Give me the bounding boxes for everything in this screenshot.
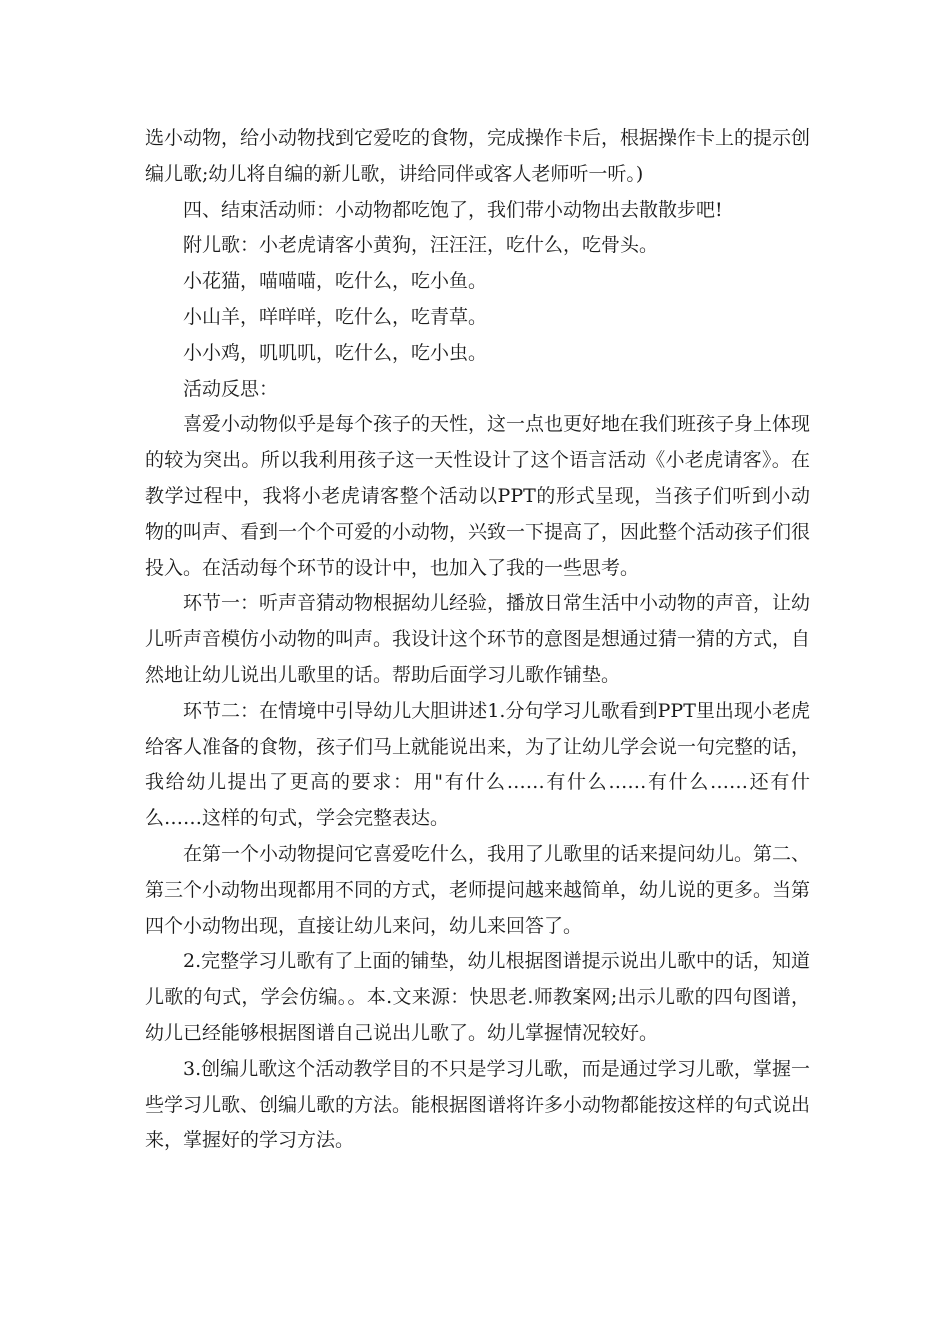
- paragraph-activity-end: 四、结束活动师：小动物都吃饱了，我们带小动物出去散散步吧!: [183, 198, 723, 221]
- paragraph-rhyme-line-3: 小山羊，咩咩咩，吃什么，吃青草。: [183, 305, 488, 328]
- paragraph-questioning: 在第一个小动物提问它喜爱吃什么，我用了儿歌里的话来提问幼儿。第二、第三个小动物出现都用不同的方式，老师提问越来越简单，幼儿说的更多。当第四个小动物出现，直接让幼儿来问，幼儿来回答了。: [145, 842, 811, 937]
- paragraph-step-two: 环节二：在情境中引导幼儿大胆讲述1.分句学习儿歌看到PPT里出现小老虎给客人准备的食物，孩子们马上就能说出来，为了让幼儿学会说一句完整的话，我给幼儿提出了更高的要求：用"有什么……有什么……有什么……还有什么……这样的句式，学会完整表达。: [145, 699, 811, 830]
- document-body: [145, 121, 810, 1159]
- paragraph-rhyme-line-4: 小小鸡，叽叽叽，吃什么，吃小虫。: [183, 341, 488, 364]
- paragraph-continuation: 选小动物，给小动物找到它爱吃的食物，完成操作卡后，根据操作卡上的提示创编儿歌;幼儿将自编的新儿歌，讲给同伴或客人老师听一听。): [145, 127, 811, 185]
- paragraph-step-one: 环节一：听声音猜动物根据幼儿经验，播放日常生活中小动物的声音，让幼儿听声音模仿小动物的叫声。我设计这个环节的意图是想通过猜一猜的方式，自然地让幼儿说出儿歌里的话。帮助后面学习儿歌作铺垫。: [145, 592, 811, 686]
- paragraph-full-learning: 2.完整学习儿歌有了上面的铺垫，幼儿根据图谱提示说出儿歌中的话，知道儿歌的句式，学会仿编。。本.文来源：快思老.师教案网;出示儿歌的四句图谱，幼儿已经能够根据图谱自己说出儿歌了。幼儿掌握情况较好。: [145, 950, 810, 1044]
- paragraph-creative-rhyme: 3.创编儿歌这个活动教学目的不只是学习儿歌，而是通过学习儿歌，掌握一些学习儿歌、创编儿歌的方法。能根据图谱将许多小动物都能按这样的句式说出来，掌握好的学习方法。: [145, 1057, 811, 1152]
- paragraph-reflection-intro: 喜爱小动物似乎是每个孩子的天性，这一点也更好地在我们班孩子身上体现的较为突出。所以我利用孩子这一天性设计了这个语言活动《小老虎请客》。在教学过程中，我将小老虎请客整个活动以PPT的形式呈现，当孩子们听到小动物的叫声、看到一个个可爱的小动物，兴致一下提高了，因此整个活动孩子们很投入。在活动每个环节的设计中，也加入了我的一些思考。: [145, 413, 811, 579]
- paragraph-rhyme-line-1: 附儿歌：小老虎请客小黄狗，汪汪汪，吃什么，吃骨头。: [183, 234, 659, 257]
- section-heading-reflection: 活动反思：: [183, 377, 279, 400]
- paragraph-rhyme-line-2: 小花猫，喵喵喵，吃什么，吃小鱼。: [183, 270, 488, 293]
